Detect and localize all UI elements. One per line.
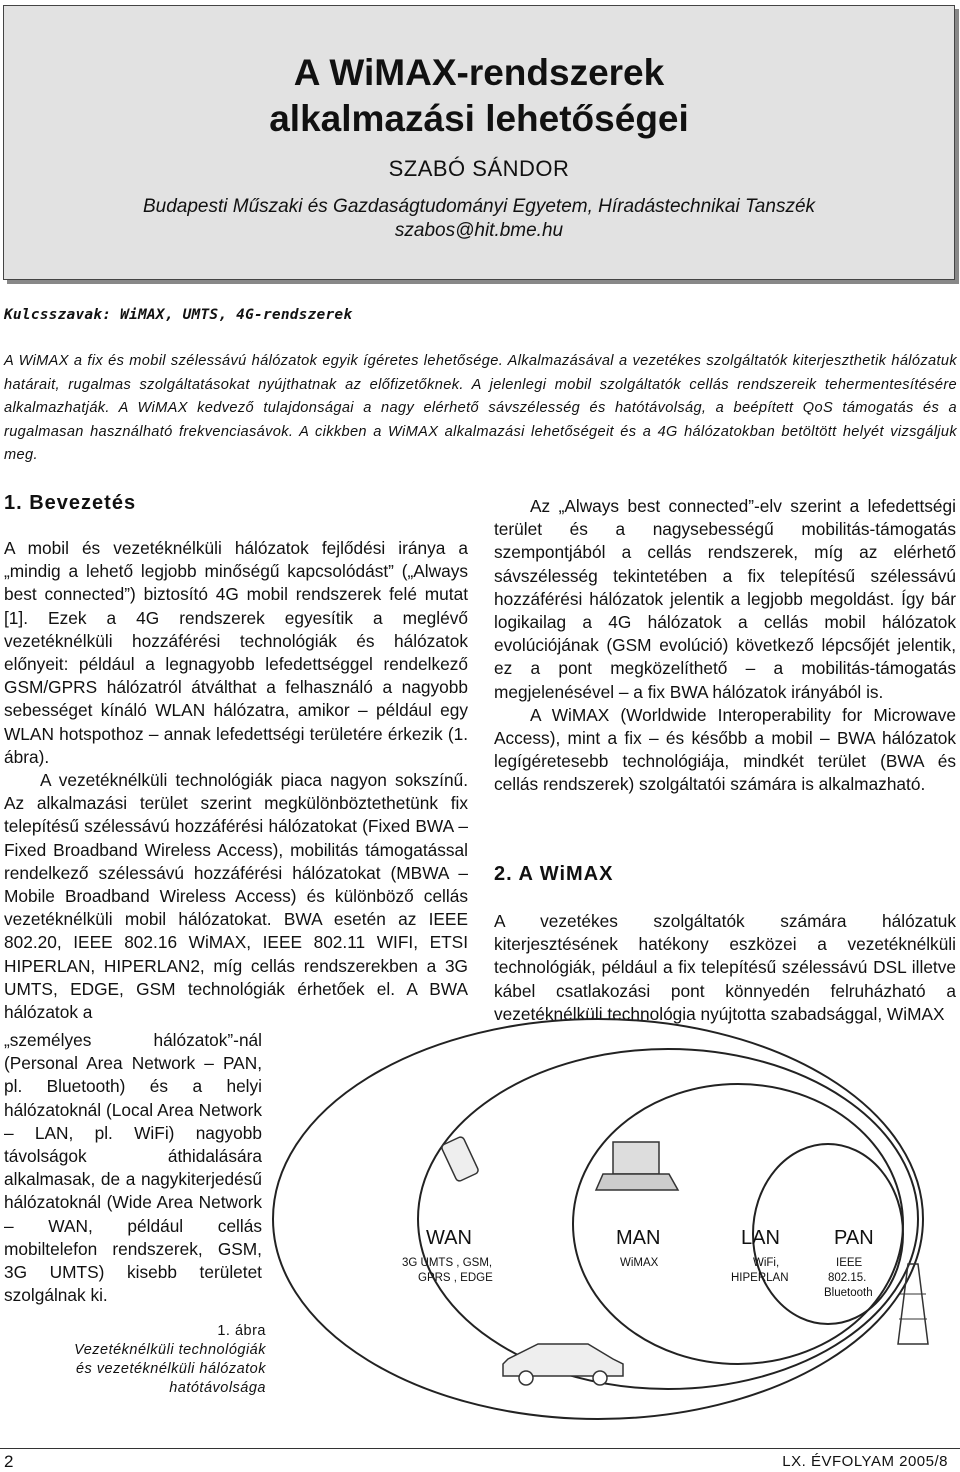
pan-sub-1: IEEE [836, 1257, 863, 1269]
affiliation: Budapesti Műszaki és Gazdaságtudományi Egyetem, Híradástechnikai Tanszék [142, 196, 816, 217]
pan-label: PAN [834, 1227, 874, 1249]
keywords: Kulcsszavak: WiMAX, UMTS, 4G-rendszerek [4, 307, 353, 323]
left-column [4, 537, 468, 1024]
footer-rule [0, 1448, 960, 1449]
man-ellipse [418, 1049, 918, 1389]
man-label: MAN [616, 1227, 661, 1249]
section-2-heading: 2. A WiMAX [494, 863, 614, 885]
pan-sub-3: Bluetooth [824, 1287, 873, 1299]
section-1-heading: 1. Bevezetés [4, 492, 137, 514]
figure-caption [20, 1322, 266, 1398]
wan-label: WAN [426, 1227, 472, 1249]
lan-sub-1: WiFi, [753, 1257, 780, 1269]
title-line-1: A WiMAX-rendszerek [293, 52, 665, 93]
author: SZABÓ SÁNDOR [388, 156, 570, 181]
volume-label: LX. ÉVFOLYAM 2005/8 [782, 1453, 948, 1470]
section-2-paragraph-1: A vezetékes szolgáltatók számára hálózatuk kiterjesztésének hatékony eszközei a vezetéknélküli technológiák, például a fix telepítésű szélessávú DSL illetve kábel csatlakozási pont könnyedén felruházható a vezetéknélküli technológia nyújtotta szabadsággal, WiMAX [494, 911, 956, 1024]
pan-sub-2: 802.15. [828, 1272, 867, 1284]
lan-sub-2: HIPERLAN [731, 1272, 789, 1284]
left-column-wrap [4, 1029, 262, 1307]
wan-sub-1: 3G UMTS , GSM, [402, 1257, 493, 1269]
caption-line-3: hatótávolsága [169, 1380, 266, 1396]
car-icon [503, 1344, 623, 1385]
section-1-paragraph-1: A mobil és vezetéknélküli hálózatok fejlődési iránya a „mindig a lehető legjobb minőségű kapcsolódást” („Always best connected”) biztosító 4G mobil rendszerek felé mutat [1]. Ezek a 4G rendszerek egyesítik a meglévő vezetéknélküli hozzáférési technológiák és hálózatok előnyeit: például a legnagyobb lefedettséggel rendelkező GSM/GPRS hálózatról átválthat a felhasználó a nagyobb sebességet kínáló WLAN hálózatra, amikor – például egy WLAN hotspothoz – annak lefedettségi területére érkezik (1. ábra). [4, 538, 468, 767]
lan-ellipse [573, 1084, 903, 1364]
wan-sub-2: GPRS , EDGE [418, 1272, 493, 1284]
caption-number: 1. ábra [217, 1323, 266, 1339]
caption-line-1: Vezetéknélküli technológiák [74, 1342, 266, 1358]
man-sub: WiMAX [620, 1257, 659, 1269]
caption-line-2: és vezetéknélküli hálózatok [75, 1361, 266, 1377]
page-number: 2 [4, 1452, 14, 1471]
section-1-paragraph-2: A vezetéknélküli technológiák piaca nagyon sokszínű. Az alkalmazási terület szerint megkülönböztethetünk fix telepítésű szélessávú hozzáférési hálózatokat (Fixed BWA – Fixed Broadband Wireless Access), mobilitás támogatással rendelkező szélessávú hozzáférési hálózatokat (MBWA – Mobile Broadband Wireless Access) és különböző cellás vezetéknélküli mobil hálózatokat. BWA esetén az IEEE 802.20, IEEE 802.16 WiMAX, IEEE 802.11 WIFI, ETSI HIPERLAN, HIPERLAN2, míg cellás rendszerekben a 3G UMTS, EDGE, GSM technológiák érhetőek el. A BWA hálózatok a [4, 770, 468, 1023]
right-paragraph-2: A WiMAX (Worldwide Interoperability for Microwave Access), mint a fix – és később a mobil – BWA hálózatok legígéretesebb technológiája, mindkét terület (BWA és cellás rendszerek) szolgáltatói számára is alkalmazható. [494, 704, 956, 795]
section-1-paragraph-2-cont: „személyes hálózatok”-nál (Personal Area Network – PAN, pl. Bluetooth) és a helyi hálózatoknál (Local Area Network – LAN, pl. WiFi) nagyobb távolságok áthidalására alkalmasak, de a nagykiterjedésű hálózatoknál (Wide Area Network – WAN, például cellás mobiltelefon rendszerek, GSM, 3G UMTS) kisebb területet szolgálnak ki. [4, 1030, 262, 1306]
title-line-2: alkalmazási lehetőségei [269, 98, 689, 139]
lan-label: LAN [741, 1227, 780, 1249]
right-column [494, 495, 956, 797]
laptop-icon [596, 1142, 678, 1190]
title-box [3, 5, 955, 280]
right-paragraph-1: Az „Always best connected”-elv szerint a lefedettségi terület és a nagysebességű mobilitás-támogatás szempontjából a cellás rendszerek, míg az elérhető sávszélesség tekintetében a fix telepítésű szélessávú hozzáférési hálózatok jelentik a legjobb megoldást. Így bár logikailag a 4G hálózatok a cellás mobil hálózatok evolúciójának (GSM evolúció) következő lépcsőjét jelentik, ez a pont megközelíthető – a mobilitás-támogatás megjelenésével – a fix BWA hálózatok irányából is. [494, 496, 956, 702]
phone-icon [441, 1136, 480, 1182]
abstract: A WiMAX a fix és mobil szélessávú hálózatok egyik ígéretes lehetősége. Alkalmazásával a vezetékes szolgáltatók kiterjeszthetik hálózatuk határait, rugalmas szolgáltatásokat nyújthatnak az előfizetőknek. A jelenlegi mobil szolgáltatók cellás rendszereik tehermentesítésére alkalmazhatják. A WiMAX kedvező tulajdonságai a nagy elérhető sávszélesség és hatótávolság, a beépített QoS támogatás és a rugalmasan használható frekvenciasávok. A cikkben a WiMAX alkalmazási lehetőségeit és a 4G hálózatokban betöltött helyét vizsgáljuk meg. [4, 353, 957, 463]
email: szabos@hit.bme.hu [394, 220, 564, 241]
right-column-2 [494, 910, 956, 1026]
figure-network-ranges [268, 1014, 960, 1440]
